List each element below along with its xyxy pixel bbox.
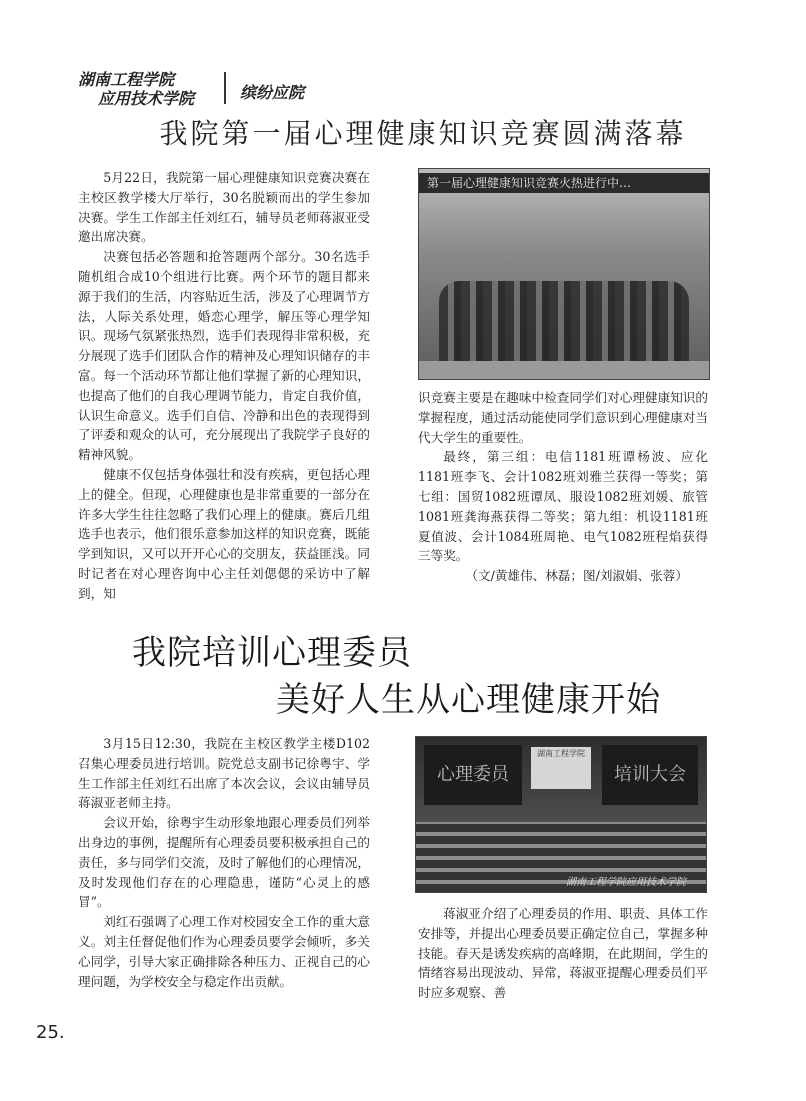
header-divider [224, 72, 226, 104]
article2-paragraph: 刘红石强调了心理工作对校园安全工作的重大意义。刘主任督促他们作为心理委员要学会倾听，多关心同学，引导大家正确排除各种压力、正视自己的心理问题，为学校安全与稳定作出贡献。 [78, 914, 370, 989]
article1-right-column [418, 388, 708, 586]
article2-right-column [418, 904, 708, 1003]
article1-paragraph: 识竞赛主要是在趣味中检查同学们对心理健康知识的掌握程度，通过活动能使同学们意识到心理健康对当代大学生的重要性。 [418, 390, 708, 445]
article2-paragraph: 3月15日12:30，我院在主校区教学主楼D102召集心理委员进行培训。院党总支副书记徐粤宇、学生工作部主任刘红石出席了本次会议，会议由辅导员蒋淑亚老师主持。 [78, 736, 370, 811]
school-name-line1: 湖南工程学院 [78, 70, 175, 89]
article2-left-column [78, 734, 370, 991]
article2-title-line1: 我院培训心理委员 [132, 633, 412, 673]
article2-paragraph: 蒋淑亚介绍了心理委员的作用、职责、具体工作安排等，并提出心理委员要正确定位自己，掌握多种技能。春天是诱发疾病的高峰期，在此期间，学生的情绪容易出现波动、异常，蒋淑亚提醒心理委员们平时应多观察、善 [418, 906, 708, 1001]
photo-stamp: 湖南工程学院应用技术学院 [566, 877, 686, 888]
article1-left-column [78, 168, 370, 604]
section-label: 缤纷应院 [240, 83, 305, 102]
school-logo [78, 70, 228, 108]
school-name-line2: 应用技术学院 [98, 89, 195, 108]
article1-paragraph: 5月22日，我院第一届心理健康知识竞赛决赛在主校区教学楼大厅举行，30名脱颖而出的学生参加决赛。学生工作部主任刘红石，辅导员老师蒋淑亚受邀出席决赛。 [78, 170, 370, 245]
article1-paragraph: 决赛包括必答题和抢答题两个部分。30名选手随机组合成10个组进行比赛。两个环节的题目都来源于我们的生活，内容贴近生活，涉及了心理调节方法，人际关系处理，婚恋心理学，解压等心理学知识。现场气氛紧张热烈，选手们表现得非常积极，充分展现了选手们团队合作的精神及心理知识储存的丰富。每一个活动环节都让他们掌握了新的心理知识，也提高了他们的自我心理调节能力，肯定自我价值，认识生命意义。选手们自信、冷静和出色的表现得到了评委和观众的认可，充分展现出了我院学子良好的精神风貌。 [78, 249, 370, 463]
article1-paragraph: 最终，第三组：电信1181班谭杨波、应化1181班李飞、会计1082班刘雅兰获得一等奖；第七组：国贸1082班谭凤、服设1082班刘媛、旅管1081班龚海燕获得二等奖；第九组：机设1181班夏值波、会计1084班周艳、电气1082班程焰获得三等奖。 [418, 449, 708, 564]
article1-title: 我院第一届心理健康知识竞赛圆满落幕 [159, 117, 687, 150]
photo-floor [419, 361, 709, 379]
contest-group-photo [418, 168, 710, 380]
photo-crowd [439, 281, 689, 361]
photo-board-right: 培训大会 [602, 745, 698, 805]
article2-title-line2: 美好人生从心理健康开始 [276, 680, 661, 720]
training-session-photo [415, 736, 707, 893]
article2-paragraph: 会议开始，徐粤宇生动形象地跟心理委员们列举出身边的事例，提醒所有心理委员要积极承担自己的责任，多与同学们交流，及时了解他们的心理情况，及时发现他们存在的心理隐患，谨防“心灵上的感冒”。 [78, 815, 370, 910]
page-number: 25. [36, 1022, 65, 1043]
photo-projection-screen: 湖南工程学院 [531, 747, 591, 789]
article1-paragraph: 健康不仅包括身体强壮和没有疾病，更包括心理上的健全。但现，心理健康也是非常重要的一部分在许多大学生往往忽略了我们心理上的健康。赛后几组选手也表示，他们很乐意参加这样的知识竞赛，既能学到知识，又可以开开心心的交朋友，获益匪浅。同时记者在对心理咨询中心主任刘偲偲的采访中了解到，知 [78, 466, 370, 601]
photo-board-left: 心理委员 [424, 745, 522, 805]
article1-credit: （文/黄雄伟、林磊；图/刘淑娟、张蓉） [465, 568, 688, 584]
photo-banner-text: 第一届心理健康知识竞赛火热进行中… [419, 173, 709, 193]
